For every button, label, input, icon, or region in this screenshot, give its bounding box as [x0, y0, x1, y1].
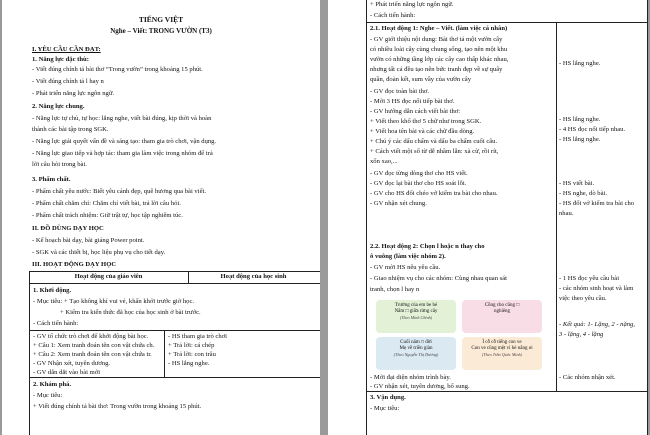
- section-3-heading: III. HOẠT ĐỘNG DẠY HỌC: [32, 261, 117, 268]
- student-step: - các nhóm sinh hoạt và làm: [559, 285, 634, 292]
- document-page-1: [2, 0, 320, 435]
- student-step: - HS lắng nghe.: [559, 136, 601, 143]
- text-line: - Năng lực tự chủ, tự học: lắng nghe, viết bài đúng, kịp thời và hoàn: [32, 115, 212, 122]
- text-line: - Phẩm chất chăm chỉ: Chăm chỉ viết bài, trả lời câu hỏi.: [32, 200, 181, 207]
- student-step: - HS viết bài.: [559, 180, 595, 187]
- text-line: - SGK và các thiết bị, học liệu phụ vụ cho tiết dạy.: [32, 249, 166, 256]
- teacher-step: - GV hướng dẫn cách viết bài thơ:: [370, 108, 461, 115]
- text-line: + Viết đúng chính tả bài thơ: Trong vườn trong khoảng 15 phút.: [33, 403, 202, 410]
- text-line: - Mục tiêu:: [370, 405, 400, 412]
- exercise-card-3: Cuối năm □ đời Mẹ về triền giàn (Theo Nguyễn Thị Dương): [376, 337, 456, 370]
- text-line: + Kiểm tra kiến thức đã học của học sinh ở bài trước.: [60, 309, 201, 316]
- teacher-step: vườn có những tầng lớp các cây cao thấp khác nhau,: [370, 56, 509, 63]
- teacher-step: + Viết hoa tên bài và các chữ đầu dòng.: [370, 128, 475, 135]
- teacher-step: - GV giới thiệu nội dung: Bài thơ tả một vườn cây: [370, 36, 503, 43]
- subsection-heading: 1. Năng lực đặc thù:: [32, 56, 89, 63]
- activity-2-heading: 2.2. Hoạt động 2: Chọn l hoặc n thay cho: [370, 243, 485, 250]
- answer-result: - Kết quả: 1- Lặng, 2 - nặng,: [559, 321, 636, 328]
- student-step: - HS lắng nghe.: [559, 60, 601, 67]
- text-line: - Cách tiến hành:: [370, 12, 416, 19]
- subject-title: TIẾNG VIỆT: [138, 15, 184, 24]
- text-line: - Cách tiến hành:: [33, 320, 79, 327]
- teacher-step: - GV Nhận xét, tuyên dương.: [33, 360, 111, 367]
- text-line: - Giao nhiệm vụ cho các nhóm: Cùng nhau quan sát: [370, 275, 507, 282]
- text-line: - GV nhận xét, tuyên dương, bổ sung.: [370, 383, 470, 390]
- document-page-2: [328, 0, 648, 435]
- row-heading: 2. Khám phá.: [33, 381, 72, 388]
- column-header-student: Hoạt động của học sinh: [220, 273, 287, 280]
- teacher-step: + Chú ý các dấu chấm và dấu ba chấm cuối câu.: [370, 138, 498, 145]
- student-step: việc theo yêu cầu.: [559, 295, 607, 302]
- student-step: - HS đổi vở kiểm tra bài cho: [559, 200, 635, 207]
- student-step: + Trả lời: con trâu: [168, 351, 216, 358]
- teacher-step: + Viết theo khổ thơ 5 chữ như trong SGK.: [370, 118, 482, 125]
- student-step: - HS lắng nghe.: [168, 360, 210, 367]
- text-line: - Viết đúng chính tả l hay n: [32, 78, 104, 85]
- teacher-step: - GV đọc toàn bài thơ.: [370, 88, 430, 95]
- text-line: lời câu hỏi trong bài.: [32, 161, 87, 168]
- teacher-step: + Câu 1: Xem tranh đoán tên con vật chứa ch.: [33, 342, 155, 349]
- student-step: - 4 HS đọc nối tiếp nhau.: [559, 126, 626, 133]
- section-2-heading: II. ĐỒ DÙNG DẠY HỌC: [32, 225, 104, 232]
- teacher-step: - GV cho HS đổi chéo vở kiểm tra bài cho nhau.: [370, 190, 498, 197]
- answer-result: 3 - lặng, 4 - lặng: [559, 331, 604, 338]
- student-step: - 1 HS đọc yêu cầu bài: [559, 275, 620, 282]
- text-line: tranh, chọn l hay n: [370, 286, 420, 293]
- section-1-heading: I. YÊU CẦU CẦN ĐẠT:: [32, 46, 101, 53]
- text-line: thành các bài tập trong SGK.: [32, 126, 109, 133]
- teacher-step: quần, đoàn kết, sum vầy của vườn cây: [370, 76, 471, 83]
- exercise-card-2: Cồng cho cũng □ nghiêng: [462, 300, 542, 333]
- teacher-step: - GV đọc lại bài thơ cho HS soát lỗi.: [370, 180, 467, 187]
- text-line: - Mục tiêu:: [33, 392, 63, 399]
- text-line: - Phẩm chất yêu nước: Biết yêu cảnh đẹp, quê hương qua bài viết.: [32, 188, 206, 195]
- activity-2-heading: ô vuông (làm việc nhóm 2).: [370, 253, 446, 260]
- teacher-step: - GV đọc từng dòng thơ cho HS viết.: [370, 170, 468, 177]
- student-step: - HS tham gia trò chơi: [168, 333, 227, 340]
- text-line: - Phát triển năng lực ngôn ngữ.: [32, 90, 115, 97]
- teacher-step: - Mời 3 HS đọc nối tiếp bài thơ.: [370, 98, 455, 105]
- teacher-step: - GV dẫn dắt vào bài mới: [33, 369, 101, 376]
- teacher-step: + Câu 2: Xem tranh đoán tên con vật chứa tr.: [33, 351, 152, 358]
- text-line: - Mục tiêu: + Tạo không khí vui vẻ, khấn khởi trước giờ học.: [33, 298, 195, 305]
- student-step: - HS nghe, dò bài.: [559, 190, 607, 197]
- student-step: - Các nhóm nhận xét.: [559, 374, 616, 381]
- text-line: - Năng lực giao tiếp và hợp tác: tham gia làm việc trong nhóm để trả: [32, 150, 213, 157]
- lesson-title: Nghe – Viết: TRONG VƯỜN (T3): [110, 27, 212, 35]
- subsection-heading: 3. Phẩm chất.: [32, 176, 71, 183]
- column-header-teacher: Hoạt động của giáo viên: [74, 273, 143, 280]
- row-heading: 1. Khởi động.: [33, 287, 72, 294]
- text-line: - Phẩm chất trách nhiệm: Giữ trật tự, học tập nghiêm túc.: [32, 212, 183, 219]
- teacher-step: - GV tổ chức trò chơi để khởi động bài học.: [33, 333, 149, 340]
- teacher-step: nhưng tất cả đều tạo nên bức tranh đẹp về sự quây: [370, 66, 503, 73]
- text-line: + Phát triển năng lực ngôn ngữ.: [370, 1, 454, 8]
- student-step: + Trả lời: cá chép: [168, 342, 215, 349]
- student-step: - HS lắng nghe.: [559, 116, 601, 123]
- text-line: - Năng lực giải quyết vấn đề và sáng tạo: tham gia trò chơi, vận dụng.: [32, 138, 217, 145]
- student-step: nhau.: [559, 210, 574, 217]
- activity-1-heading: 2.1. Hoạt động 1: Nghe – Viết. (làm việc cá nhân): [370, 25, 508, 32]
- text-line: - Mời đại diện nhóm trình bày.: [370, 374, 451, 381]
- exercise-card-1: Trường của em be bé Nằm □ giữa rừng cây (Theo Minh Chính): [376, 300, 456, 333]
- row-heading: 3. Vận dụng.: [370, 394, 406, 401]
- text-line: - Kế hoạch bài dạy, bài giảng Power point.: [32, 237, 145, 244]
- teacher-step: + Cách viết một số từ dễ nhầm lẫn: xà cừ, rồi rít,: [370, 148, 499, 155]
- teacher-step: có nhiều loài cây cùng chung sống, tạo nên một khu: [370, 46, 508, 53]
- teacher-step: xốn xao,...: [370, 158, 398, 165]
- text-line: - Viết đúng chính tả bài thơ “Trong vườn” trong khoảng 15 phút.: [32, 66, 203, 73]
- exercise-card-4: Ì cỗ cỗ tiếng con ve Con ve cũng mệt vì hè nắng oi (Theo Trần Quốc Minh): [462, 337, 542, 370]
- text-line: - GV mời HS nêu yêu cầu.: [370, 264, 441, 271]
- teacher-step: - GV nhận xét chung.: [370, 200, 427, 207]
- subsection-heading: 2. Năng lực chung.: [32, 103, 85, 110]
